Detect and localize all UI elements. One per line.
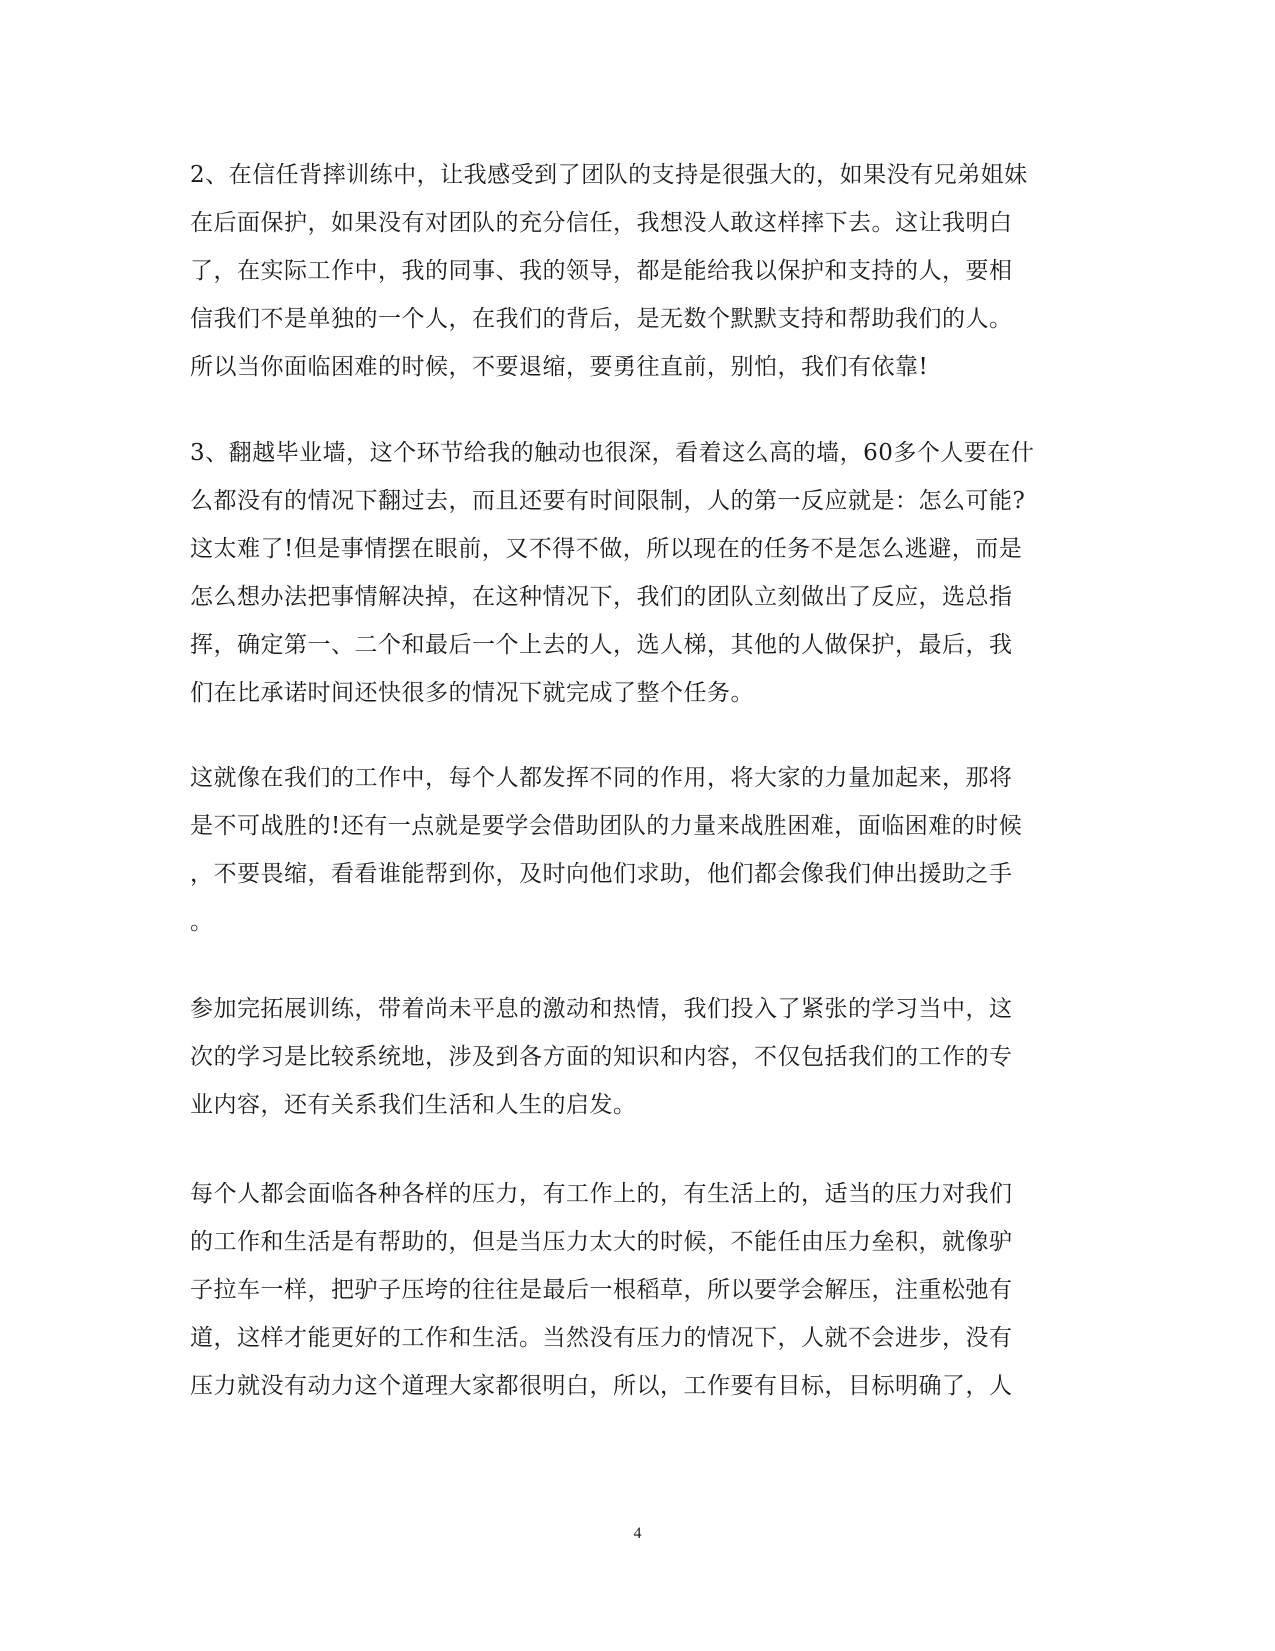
text-line: 了，在实际工作中，我的同事、我的领导，都是能给我以保护和支持的人，要相 xyxy=(190,258,1013,284)
text-line: 所以当你面临困难的时候，不要退缩，要勇往直前，别怕，我们有依靠! xyxy=(190,354,929,380)
text-line: 2、在信任背摔训练中，让我感受到了团队的支持是很强大的，如果没有兄弟姐妹 xyxy=(190,162,1028,188)
text-line: 这太难了!但是事情摆在眼前，又不得不做，所以现在的任务不是怎么逃避，而是 xyxy=(190,536,1023,562)
text-line: 每个人都会面临各种各样的压力，有工作上的，有生活上的，适当的压力对我们 xyxy=(190,1181,1013,1207)
text-line: 次的学习是比较系统地，涉及到各方面的知识和内容，不仅包括我们的工作的专 xyxy=(190,1044,1013,1070)
paragraph-trust-fall xyxy=(190,151,1090,391)
text-line: 3、翻越毕业墙，这个环节给我的触动也很深，看着这么高的墙，60多个人要在什 xyxy=(190,440,1035,466)
text-line: 的工作和生活是有帮助的，但是当压力太大的时候，不能任由压力垒积，就像驴 xyxy=(190,1229,1013,1255)
text-line: ，不要畏缩，看看谁能帮到你，及时向他们求助，他们都会像我们伸出援助之手 xyxy=(190,861,1013,887)
text-line: 道，这样才能更好的工作和生活。当然没有压力的情况下，人就不会进步，没有 xyxy=(190,1325,1013,1351)
text-line: 挥，确定第一、二个和最后一个上去的人，选人梯，其他的人做保护，最后，我 xyxy=(190,632,1013,658)
text-line: 这就像在我们的工作中，每个人都发挥不同的作用，将大家的力量加起来，那将 xyxy=(190,765,1013,791)
text-line: 么都没有的情况下翻过去，而且还要有时间限制，人的第一反应就是：怎么可能? xyxy=(190,488,1026,514)
paragraph-graduation-wall xyxy=(190,429,1090,717)
text-line: 。 xyxy=(190,909,214,935)
page-number: 4 xyxy=(633,1525,642,1542)
text-line: 信我们不是单独的一个人，在我们的背后，是无数个默默支持和帮助我们的人。 xyxy=(190,306,1013,332)
text-line: 们在比承诺时间还快很多的情况下就完成了整个任务。 xyxy=(190,680,754,706)
paragraph-pressure xyxy=(190,1170,1090,1410)
text-line: 参加完拓展训练，带着尚未平息的激动和热情，我们投入了紧张的学习当中，这 xyxy=(190,996,1013,1022)
paragraph-teamwork xyxy=(190,754,1090,946)
text-line: 是不可战胜的!还有一点就是要学会借助团队的力量来战胜困难，面临困难的时候 xyxy=(190,813,1023,839)
text-line: 在后面保护，如果没有对团队的充分信任，我想没人敢这样摔下去。这让我明白 xyxy=(190,210,1013,236)
text-line: 业内容，还有关系我们生活和人生的启发。 xyxy=(190,1092,637,1118)
text-line: 子拉车一样，把驴子压垮的往往是最后一根稻草，所以要学会解压，注重松弛有 xyxy=(190,1277,1013,1303)
paragraph-learning xyxy=(190,985,1090,1129)
text-line: 压力就没有动力这个道理大家都很明白，所以，工作要有目标，目标明确了，人 xyxy=(190,1373,1013,1399)
text-line: 怎么想办法把事情解决掉，在这种情况下，我们的团队立刻做出了反应，选总指 xyxy=(190,584,1013,610)
